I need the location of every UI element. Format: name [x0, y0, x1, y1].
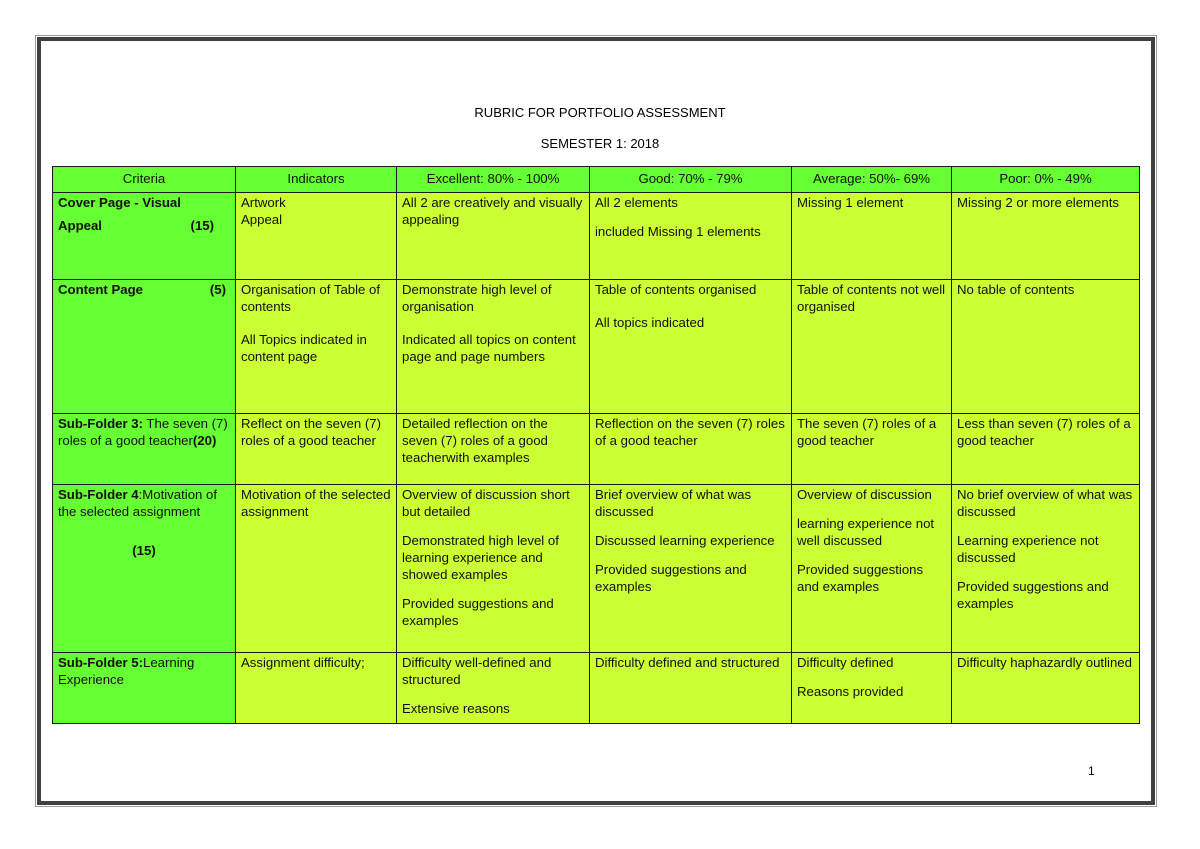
indicators-cell	[236, 653, 397, 724]
good-cell	[590, 193, 792, 280]
poor-cell	[952, 280, 1140, 414]
good-text: Reflection on the seven (7) roles of a good teacher	[595, 416, 785, 448]
document-subtitle: SEMESTER 1: 2018	[540, 136, 660, 151]
criteria-label: Content Page	[58, 282, 143, 297]
excellent-cell	[397, 280, 590, 414]
criteria-description: :Motivation of the selected assignment	[58, 487, 218, 519]
indicator-text: Appeal	[241, 212, 283, 227]
poor-text: Learning experience not discussed	[957, 533, 1099, 565]
criteria-points: (15)	[190, 218, 214, 233]
poor-cell	[952, 653, 1140, 724]
criteria-label: Appeal	[58, 218, 102, 233]
criteria-points: (15)	[132, 543, 156, 558]
poor-text: No table of contents	[957, 282, 1075, 297]
average-cell	[792, 280, 952, 414]
average-text: Table of contents not well organised	[797, 282, 946, 314]
poor-cell	[952, 485, 1140, 653]
criteria-label: Sub-Folder 4	[58, 487, 139, 502]
header-indicators: Indicators	[236, 167, 397, 193]
criteria-label: Sub-Folder 5:	[58, 655, 143, 670]
criteria-cell	[53, 280, 236, 414]
table-row	[53, 414, 1140, 485]
header-excellent: Excellent: 80% - 100%	[397, 167, 590, 193]
page-number: 1	[1088, 764, 1095, 778]
good-cell	[590, 414, 792, 485]
average-text: Reasons provided	[797, 684, 904, 699]
excellent-text: Indicated all topics on content page and page numbers	[402, 332, 576, 364]
indicator-text: Organisation of Table of contents	[241, 282, 381, 314]
criteria-description: The seven (7) roles of a good teacher	[58, 416, 228, 448]
excellent-text: Difficulty well-defined and structured	[402, 655, 552, 687]
excellent-text: Demonstrated high level of learning experience and showed examples	[402, 533, 559, 582]
excellent-cell	[397, 485, 590, 653]
criteria-description: Learning Experience	[58, 655, 195, 687]
indicator-text: Artwork	[241, 195, 286, 210]
criteria-cell	[53, 193, 236, 280]
average-text: Provided suggestions and examples	[797, 562, 924, 594]
average-text: learning experience not well discussed	[797, 516, 935, 548]
good-text: Provided suggestions and examples	[595, 562, 747, 594]
good-cell	[590, 280, 792, 414]
criteria-label: Cover Page - Visual	[58, 195, 181, 210]
indicators-cell	[236, 280, 397, 414]
header-good: Good: 70% - 79%	[590, 167, 792, 193]
excellent-cell	[397, 653, 590, 724]
average-text: Missing 1 element	[797, 195, 904, 210]
excellent-text: Provided suggestions and examples	[402, 596, 554, 628]
header-average: Average: 50%- 69%	[792, 167, 952, 193]
poor-text: No brief overview of what was discussed	[957, 487, 1133, 519]
header-poor: Poor: 0% - 49%	[952, 167, 1140, 193]
table-row	[53, 280, 1140, 414]
poor-text: Less than seven (7) roles of a good teacher	[957, 416, 1131, 448]
indicator-text: Assignment difficulty;	[241, 655, 365, 670]
good-text: All topics indicated	[595, 315, 705, 330]
average-cell	[792, 653, 952, 724]
indicators-cell	[236, 485, 397, 653]
indicator-text: Reflect on the seven (7) roles of a good teacher	[241, 416, 382, 448]
poor-text: Missing 2 or more elements	[957, 195, 1119, 210]
poor-cell	[952, 193, 1140, 280]
good-text: Discussed learning experience	[595, 533, 775, 548]
average-text: Overview of discussion	[797, 487, 932, 502]
good-text: Brief overview of what was discussed	[595, 487, 752, 519]
good-text: included Missing 1 elements	[595, 224, 761, 239]
criteria-points: (5)	[209, 282, 226, 297]
criteria-cell	[53, 653, 236, 724]
table-row	[53, 193, 1140, 280]
indicator-text: All Topics indicated in content page	[241, 332, 367, 364]
header-criteria: Criteria	[53, 167, 236, 193]
average-text: Difficulty defined	[797, 655, 894, 670]
criteria-label: Sub-Folder 3:	[58, 416, 143, 431]
poor-text: Difficulty haphazardly outlined	[957, 655, 1132, 670]
excellent-text: Overview of discussion short but detailed	[402, 487, 570, 519]
excellent-text: Demonstrate high level of organisation	[402, 282, 552, 314]
excellent-text: Extensive reasons	[402, 701, 510, 716]
good-text: Table of contents organised	[595, 282, 757, 297]
table-header-row	[53, 167, 1140, 193]
document-title: RUBRIC FOR PORTFOLIO ASSESSMENT	[474, 105, 726, 120]
criteria-cell	[53, 485, 236, 653]
excellent-cell	[397, 193, 590, 280]
good-cell	[590, 485, 792, 653]
average-text: The seven (7) roles of a good teacher	[797, 416, 937, 448]
poor-text: Provided suggestions and examples	[957, 579, 1109, 611]
excellent-text: Detailed reflection on the seven (7) roles of a good teacherwith examples	[402, 416, 548, 465]
average-cell	[792, 414, 952, 485]
average-cell	[792, 485, 952, 653]
indicators-cell	[236, 414, 397, 485]
criteria-points: (20)	[192, 433, 217, 448]
table-row	[53, 485, 1140, 653]
good-text: Difficulty defined and structured	[595, 655, 780, 670]
indicators-cell	[236, 193, 397, 280]
good-text: All 2 elements	[595, 195, 678, 210]
good-cell	[590, 653, 792, 724]
indicator-text: Motivation of the selected assignment	[241, 487, 391, 519]
criteria-cell	[53, 414, 236, 485]
table-row	[53, 653, 1140, 724]
excellent-cell	[397, 414, 590, 485]
rubric-table	[52, 166, 1140, 724]
excellent-text: All 2 are creatively and visually appealing	[402, 195, 583, 227]
average-cell	[792, 193, 952, 280]
poor-cell	[952, 414, 1140, 485]
